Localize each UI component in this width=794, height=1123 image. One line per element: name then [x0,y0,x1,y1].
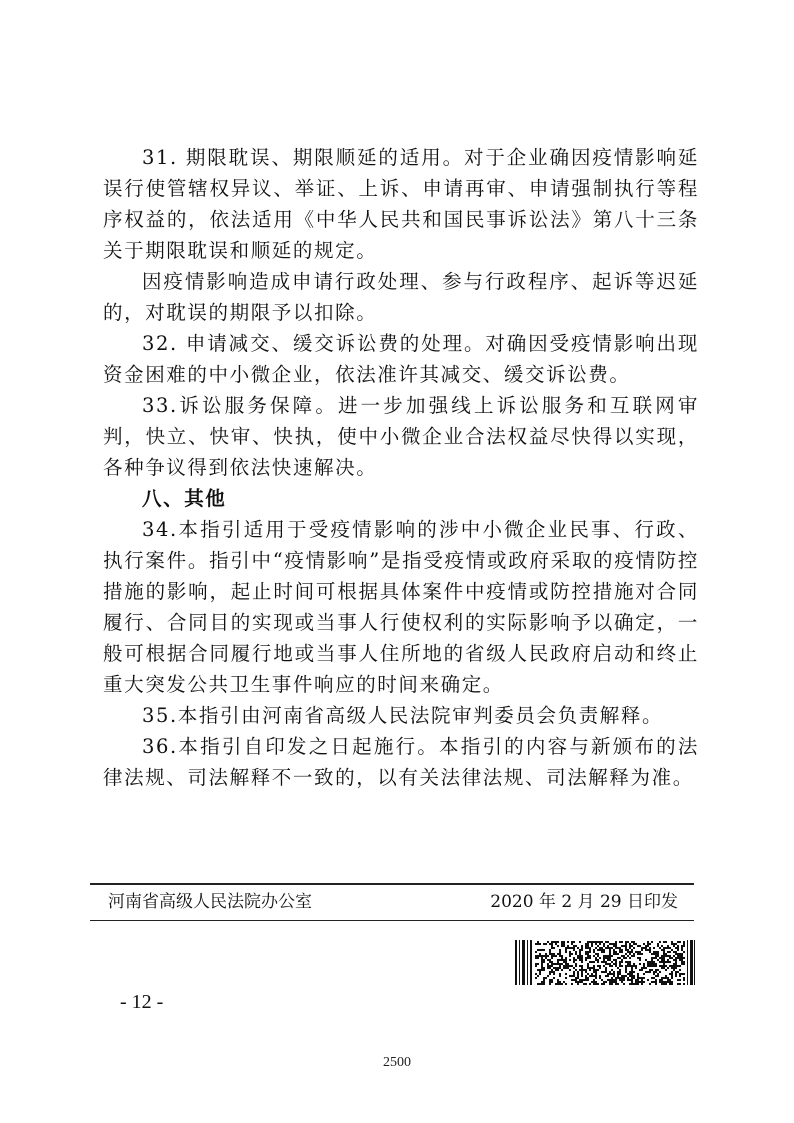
doc-code: 2500 [383,1055,411,1070]
paragraph-35: 35.本指引由河南省高级人民法院审判委员会负责解释。 [142,704,664,727]
footer-row [108,889,678,915]
paragraph-33: 33.诉讼服务保障。进一步加强线上诉讼服务和互联网审判，快立、快审、快执，使中小微企业合法权益尽快得以实现，各种争议得到依法快速解决。 [103,394,699,479]
issuer-name: 河南省高级人民法院办公室 [108,892,312,912]
document-body [103,142,699,793]
barcode-icon [515,940,695,985]
paragraph-36: 36.本指引自印发之日起施行。本指引的内容与新颁布的法律法规、司法解释不一致的，以有关法律法规、司法解释为准。 [103,735,699,789]
paragraph-31: 31. 期限耽误、期限顺延的适用。对于企业确因疫情影响延误行使管辖权异议、举证、上诉、申请再审、申请强制执行等程序权益的，依法适用《中华人民共和国民事诉讼法》第八十三条关于期限耽误和顺延的规定。 [103,146,699,262]
issue-date: 2020 年 2 月 29 日印发 [490,892,678,912]
paragraph-31-continued: 因疫情影响造成申请行政处理、参与行政程序、起诉等迟延的，对耽误的期限予以扣除。 [103,270,699,324]
page-number: - 12 - [120,991,164,1013]
paragraph-34: 34.本指引适用于受疫情影响的涉中小微企业民事、行政、执行案件。指引中“疫情影响”是指受疫情或政府采取的疫情防控措施的影响，起止时间可根据具体案件中疫情或防控措施对合同履行、合同目的实现或当事人行使权利的实际影响予以确定，一般可根据合同履行地或当事人住所地的省级人民政府启动和终止重大突发公共卫生事件响应的时间来确定。 [103,518,699,696]
paragraph-32: 32. 申请减交、缓交诉讼费的处理。对确因受疫情影响出现资金困难的中小微企业，依法准许其减交、缓交诉讼费。 [103,332,699,386]
footer-bottom-rule [90,920,694,921]
footer-top-rule [90,883,694,885]
section-heading: 八、其他 [142,487,227,510]
